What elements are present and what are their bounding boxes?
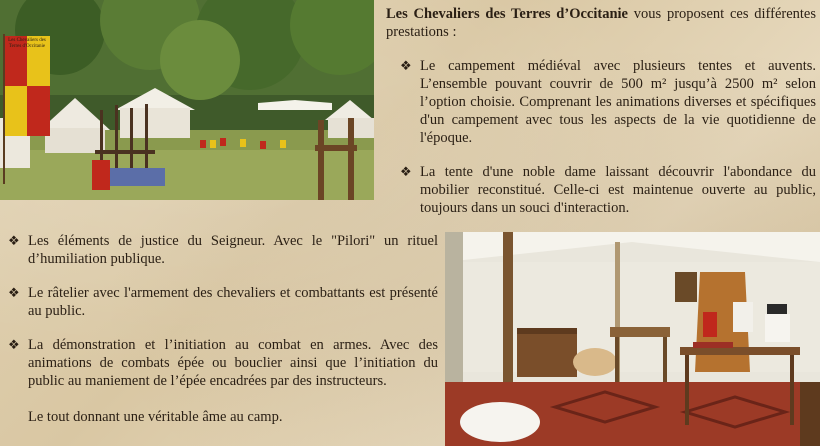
intro-paragraph	[386, 5, 816, 41]
list-item	[400, 163, 816, 217]
bullet-text: La tente d'une noble dame laissant découvrir l'abondance du mobilier reconstitué. Celle-ci est maintenue ouverte au public, toujours dans un souci d'interaction.	[420, 164, 816, 216]
diamond-bullet-icon: ❖	[400, 164, 412, 179]
diamond-bullet-icon: ❖	[400, 58, 412, 73]
intro-text: vous proposent ces différentes prestations :	[386, 6, 816, 40]
diamond-bullet-icon: ❖	[8, 285, 20, 300]
tent-interior-photo	[445, 232, 820, 446]
diamond-bullet-icon: ❖	[8, 337, 20, 352]
camp-photo	[0, 0, 374, 200]
list-item	[8, 232, 438, 268]
services-block	[8, 232, 438, 426]
bullet-text: Les éléments de justice du Seigneur. Avec le "Pilori" un rituel d’humiliation publique.	[28, 233, 438, 267]
list-item	[8, 336, 438, 390]
bullet-text: La démonstration et l’initiation au combat en armes. Avec des animations de combats épée ou bouclier ainsi que l’initiation du public au maniement de l’épée encadrées par des instructeurs.	[28, 337, 438, 389]
intro-title: Les Chevaliers des Terres d’Occitanie	[386, 6, 628, 22]
closing-text: Le tout donnant une véritable âme au camp.	[28, 409, 283, 425]
diamond-bullet-icon: ❖	[8, 233, 20, 248]
banner-text: Les Chevaliers des Terres d'Occitanie	[8, 38, 46, 49]
list-item	[400, 57, 816, 147]
list-item	[8, 284, 438, 320]
bullet-text: Le campement médiéval avec plusieurs tentes et auvents. L’ensemble pouvant couvrir de 500 m² jusqu’à 2500 m² selon l’option choisie. Comprenant les animations diverses et spécifiques d'un campement avec tous les aspects de la vie quotidienne de l'époque.	[420, 58, 816, 146]
intro-block	[386, 5, 816, 217]
bullet-text: Le râtelier avec l'armement des chevaliers et combattants est présenté au public.	[28, 285, 438, 319]
